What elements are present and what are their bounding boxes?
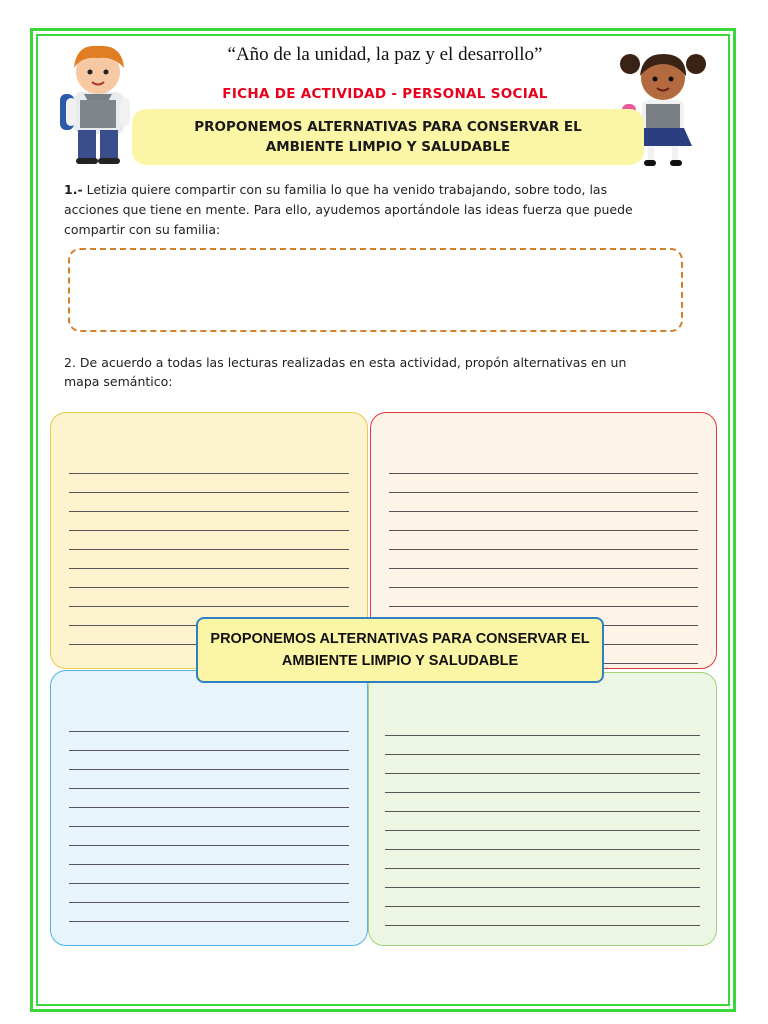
- motto-heading: “Año de la unidad, la paz y el desarrollo”: [227, 44, 543, 65]
- writing-lines: [385, 735, 700, 945]
- map-quadrant-bottom-right[interactable]: [368, 672, 717, 946]
- worksheet-subtitle: FICHA DE ACTIVIDAD - PERSONAL SOCIAL: [222, 86, 548, 102]
- boy-illustration: [52, 42, 144, 166]
- question-2-text: 2. De acuerdo a todas las lecturas realizadas en esta actividad, propón alternativas en un mapa semántico:: [64, 355, 627, 389]
- title-banner: [132, 109, 644, 165]
- question-1: [64, 180, 654, 240]
- semantic-map-center: [196, 617, 604, 683]
- writing-lines: [69, 731, 349, 945]
- question-1-number: 1.-: [64, 182, 83, 197]
- question-1-text: Letizia quiere compartir con su familia lo que ha venido trabajando, sobre todo, las acciones que tiene en mente. Para ello, ayudemos aportándole las ideas fuerza que puede compartir con su familia:: [64, 182, 633, 237]
- title-banner-text: PROPONEMOS ALTERNATIVAS PARA CONSERVAR EL AMBIENTE LIMPIO Y SALUDABLE: [194, 119, 582, 155]
- semantic-map-center-text: PROPONEMOS ALTERNATIVAS PARA CONSERVAR EL AMBIENTE LIMPIO Y SALUDABLE: [210, 631, 590, 669]
- question-1-answer-box[interactable]: [68, 248, 683, 332]
- map-quadrant-bottom-left[interactable]: [50, 670, 368, 946]
